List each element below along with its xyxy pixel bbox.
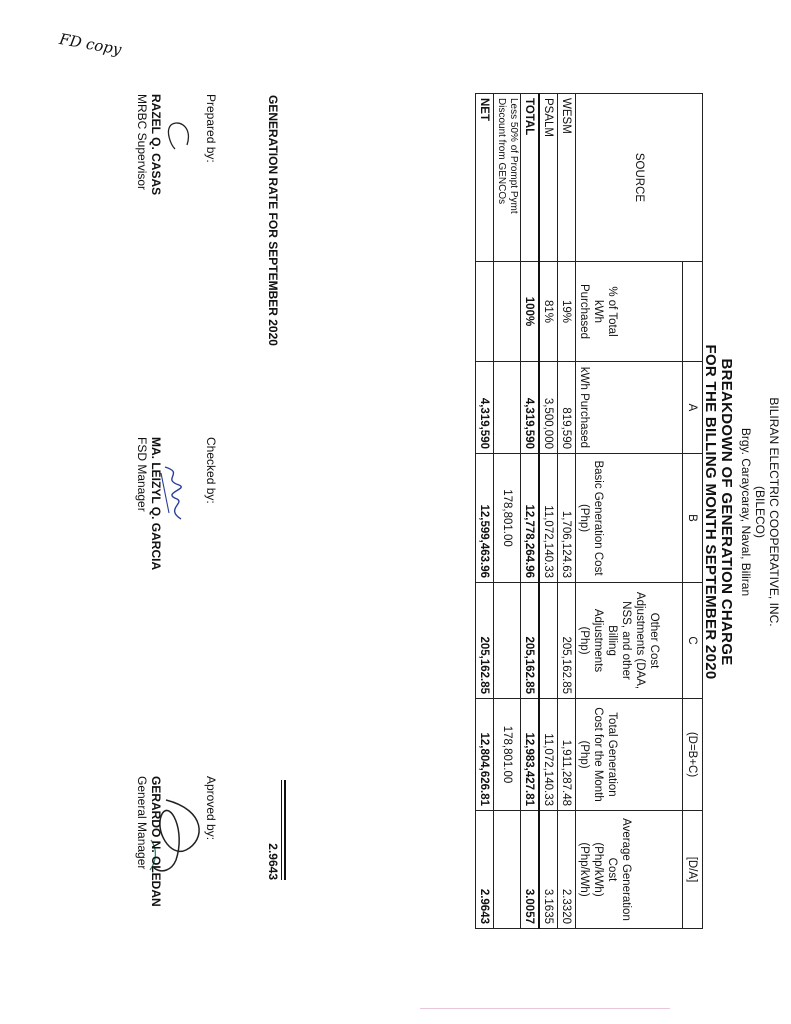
letter-b: B: [683, 454, 703, 583]
header-other: Other Cost Adjustments (DAA, NSS, and other Billing Adjustments (Php): [576, 583, 683, 699]
net-row: NET 4,319,590 12,599,463.96 205,162.85 12,804,626.81 2.9643: [476, 94, 494, 929]
letter-c: C: [683, 583, 703, 699]
less-discount-row: Less 50% of Prompt Pymt Discount from GENCOs 178,801.00 178,801.00: [494, 94, 521, 929]
header-source: SOURCE: [576, 94, 703, 262]
rate-rule-top-2: [281, 780, 282, 880]
generation-rate-label: GENERATION RATE FOR SEPTEMBER 2020: [266, 95, 280, 346]
org-name: BILIRAN ELECTRIC COOPERATIVE, INC.: [767, 397, 781, 627]
table-row: PSALM 81% 3,500,000 11,072,140.33 11,072,140.33 3.1635: [539, 94, 558, 929]
rate-rule-top: [284, 780, 286, 880]
title-line2: FOR THE BILLING MONTH SEPTEMBER 2020: [702, 344, 719, 680]
letter-d: (D=B+C): [683, 699, 703, 811]
generation-rate-value: 2.9643: [266, 843, 280, 880]
handwritten-note: FD copy: [57, 30, 123, 59]
table-row: WESM 19% 819,590 1,706,124.63 205,162.85 1,911,287.48 2.3320: [558, 94, 576, 929]
prepared-name: RAZEL Q. CASAS: [149, 94, 163, 196]
prepared-signature: [163, 115, 193, 155]
checked-label: Checked by:: [204, 437, 218, 504]
letter-pct: [683, 262, 703, 362]
approved-position: General Manager: [135, 776, 149, 870]
header-avg: Average Generation Cost (Php/kWh) (Php/kWh): [576, 811, 683, 929]
header-kwh: kWh Purchased: [576, 362, 683, 454]
header-total: Total Generation Cost for the Month (Php): [576, 699, 683, 811]
checked-name: MA. LEIZYL Q. GARCIA: [149, 437, 163, 571]
title-line1: BREAKDOWN OF GENERATION CHARGE: [718, 358, 735, 666]
org-address: Brgy. Caraycaray, Naval, Biliran: [739, 427, 753, 597]
total-row: TOTAL 100% 4,319,590 12,778,264.96 205,162.85 12,983,427.81 3.0057: [521, 94, 540, 929]
letter-a: A: [683, 362, 703, 454]
letter-da: [D/A]: [683, 811, 703, 929]
org-abbr: (BILECO): [753, 485, 767, 538]
approved-label: Aproved by:: [204, 776, 218, 841]
approved-name: GERARDO N. OLEDAN: [149, 776, 163, 907]
header-basic: Basic Generation Cost (Php): [576, 454, 683, 583]
scan-artifact: [420, 1008, 670, 1009]
prepared-label: Prepared by:: [204, 94, 218, 163]
prepared-position: MRBC Supervisor: [135, 94, 149, 191]
column-letter-row: [683, 94, 703, 929]
header-pct: % of Total kWh Purchased: [576, 262, 683, 362]
checked-position: FSD Manager: [135, 437, 149, 512]
generation-charge-table: [475, 93, 703, 929]
